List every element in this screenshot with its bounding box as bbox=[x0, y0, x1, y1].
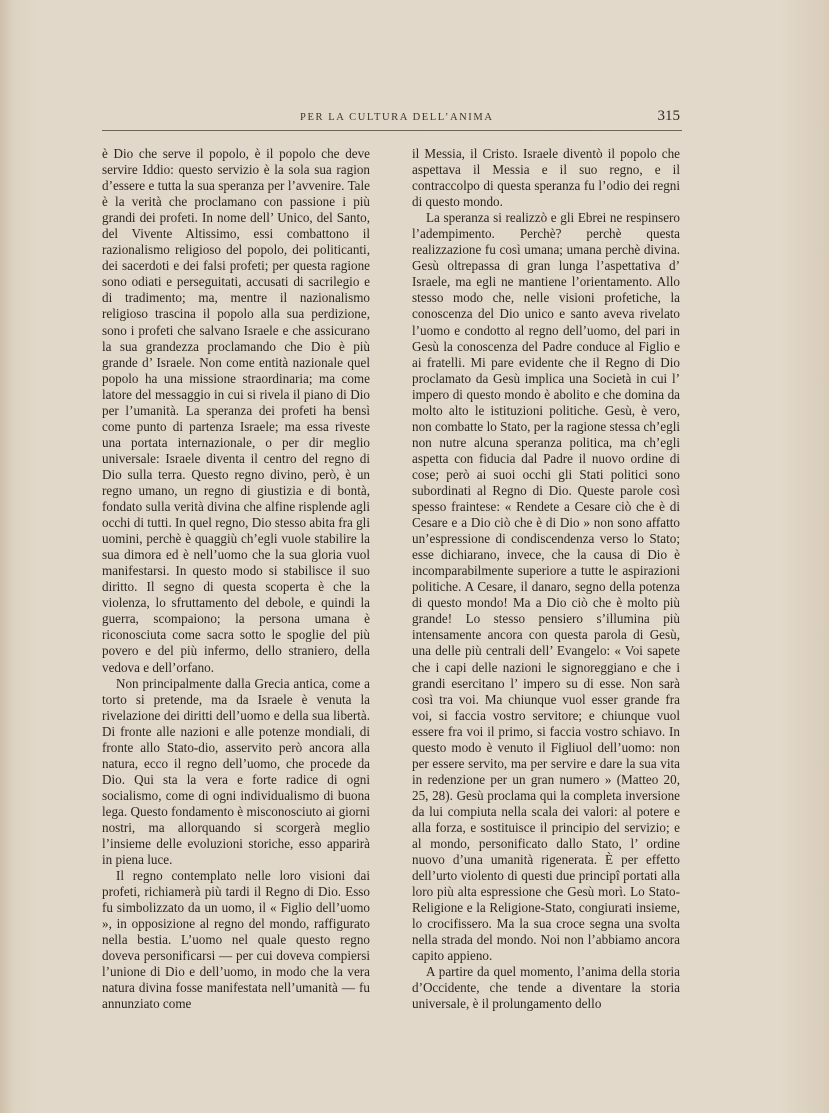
paragraph: Il regno contemplato nelle loro visioni dai profeti, richiamerà più tardi il Regno di Dio. Esso fu simbolizzato da un uomo, il « Figlio dell’uomo », in opposizione al regno del mondo, raffigurato nella bestia. L’uomo nel quale questo regno doveva personificarsi — per cui doveva compiersi l’unione di Dio e dell’uomo, in modo che la vera natura divina fosse manifestata nell’umanità — fu annunziato come bbox=[102, 868, 370, 1012]
page-header bbox=[102, 108, 682, 131]
paragraph: Non principalmente dalla Grecia antica, come a torto si pretende, ma da Israele è venuta la rivelazione dei diritti dell’uomo e della sua libertà. Di fronte alle nazioni e alle potenze mondiali, di fronte allo Stato-dio, asservito però ancora alla natura, ecco il regno dell’uomo, che procede da Dio. Qui sta la vera e forte radice di ogni socialismo, come di ogni individualismo di buona lega. Questo fondamento è misconosciuto ai giorni nostri, ma allorquando si scorgerà meglio l’insieme delle evoluzioni storiche, esso apparirà in piena luce. bbox=[102, 675, 370, 868]
paragraph: è Dio che serve il popolo, è il popolo che deve servire Iddio: questo servizio è la sola sua ragion d’essere e tutta la sua speranza per l’avvenire. Tale è la verità che proclamano con passione i più grandi dei profeti. In nome dell’ Unico, del Santo, del Vivente Altissimo, essi combattono il razionalismo religioso del popolo, dei politicanti, dei sacerdoti e dei falsi profeti; per questa ragione sono odiati e perseguitati, accusati di sacrilegio e di tradimento; ma, mentre il nazionalismo religioso trascina il popolo alla sua perdizione, sono i profeti che salvano Israele e che assicurano la sua grandezza proclamando che Dio è più grande d’ Israele. Non come entità nazionale quel popolo ha una missione straordinaria; ma come latore del messaggio in cui si rivela il piano di Dio per l’umanità. La speranza dei profeti ha bensì come punto di partenza Israele; ma essa riveste una portata internazionale, o per dir meglio universale: Israele diventa il centro del regno di Dio sulla terra. Questo regno divino, però, è un regno umano, un regno di giustizia e di bontà, fondato sulla verità divina che alfine risplende agli occhi di tutti. In quel regno, Dio stesso abita fra gli uomini, perchè è quaggiù ch’egli vuole stabilire la sua dimora ed è nell’uomo che la sua gloria vuol manifestarsi. In questo modo si stabilisce il suo diritto. Il segno di questa scoperta è che la violenza, lo sfruttamento del debole, e quindi la guerra, scompaiono; la persona umana è riconosciuta come sacra sotto le spoglie del più povero e del più infermo, dello straniero, della vedova e dell’orfano. bbox=[102, 146, 370, 675]
paragraph: La speranza si realizzò e gli Ebrei ne respinsero l’adempimento. Perchè? perchè questa realizzazione fu così umana; umana perchè divina. Gesù oltrepassa di gran lunga l’aspettativa d’ Israele, ma egli ne mantiene l’orientamento. Allo stesso modo che, nelle visioni profetiche, la conoscenza del Dio unico e santo aveva rivelato l’uomo e condotto al regno dell’uomo, del pari in Gesù la conoscenza del Padre conduce al Figlio e ai fratelli. Mi pare evidente che il Regno di Dio proclamato da Gesù implica una Società in cui l’ impero di questo mondo è abolito e che domina da molto alto le istituzioni politiche. Gesù, è vero, non combatte lo Stato, per la ragione stessa ch’egli non nutre alcuna speranza politica, ma ch’egli aspetta con fiducia dal Padre il nuovo ordine di cose; però ai suoi occhi gli Stati politici sono subordinati al Regno di Dio. Queste parole così spesso fraintese: « Rendete a Cesare ciò che è di Cesare e a Dio ciò che è di Dio » non sono affatto un’espressione di condiscendenza verso lo Stato; esse dichiarano, invece, che la causa di Dio è incomparabilmente superiore a tutte le aspirazioni politiche. A Cesare, il danaro, segno della potenza di questo mondo! Ma a Dio ciò che è molto più grande! Lo stesso pensiero s’illumina più intensamente ancora con questa parola di Gesù, una delle più centrali dell’ Evangelo: « Voi sapete che i capi delle nazioni le signoreggiano e che i grandi esercitano l’ impero su di esse. Non sarà così tra voi. Ma chiunque vuol esser grande fra voi, si faccia vostro servitore; e chiunque vuol essere fra voi il primo, si faccia vostro schiavo. In questo modo è venuto il Figliuol dell’uomo: non per essere servito, ma per servire e dare la sua vita in redenzione per un gran numero » (Matteo 20, 25, 28). Gesù proclama qui la completa inversione da lui compiuta nella scala dei valori: al potere e alla forza, e sostituisce il principio del servizio; e al mondo, personificato dallo Stato, l’ ordine nuovo d’una umanità rigenerata. È per effetto dell’urto violento di questi due principî portati alla loro più alta espressione che Gesù morì. Lo Stato-Religione e la Religione-Stato, congiurati insieme, lo crocifissero. Ma la sua croce segna una svolta nella strada del mondo. Noi non l’abbiamo ancora capito appieno. bbox=[412, 210, 680, 964]
paragraph: A partire da quel momento, l’anima della storia d’Occidente, che tende a diventare la storia universale, è il prolungamento dello bbox=[412, 964, 680, 1012]
running-title: PER LA CULTURA DELL’ANIMA bbox=[300, 112, 494, 123]
paragraph: il Messia, il Cristo. Israele diventò il popolo che aspettava il Messia e il suo regno, e il contraccolpo di questa speranza fu l’odio dei regni di questo mondo. bbox=[412, 146, 680, 210]
left-column bbox=[102, 146, 370, 1013]
right-column bbox=[412, 146, 680, 1013]
page-number: 315 bbox=[657, 108, 680, 124]
